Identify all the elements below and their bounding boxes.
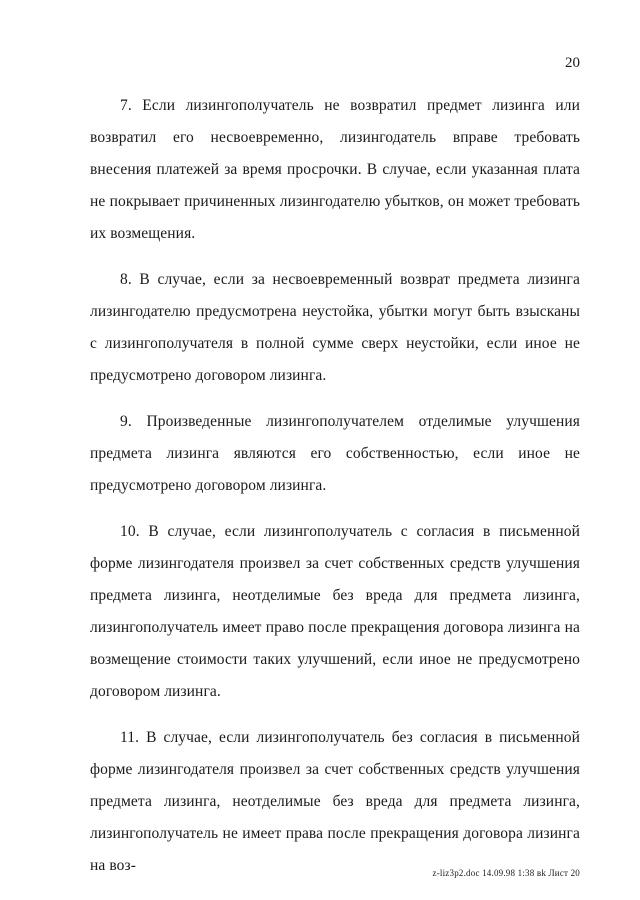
paragraph-10: 10. В случае, если лизингополучатель с согласия в письменной форме лизингодателя произвел за счет собственных средств улучшения предмета лизинга, неотделимые без вреда для предмета лизинга, лизингополучатель имеет право после прекращения договора лизинга на возмещение стоимости таких улучшений, если иное не предусмотрено договором лизинга. [90, 523, 580, 700]
page-footer: z-liz3p2.doc 14.09.98 1:38 вk Лист 20 [432, 868, 580, 878]
paragraph-9: 9. Произведенные лизингополучателем отделимые улучшения предмета лизинга являются его собственностью, если иное не предусмотрено договором лизинга. [90, 413, 580, 494]
paragraph-11: 11. В случае, если лизингополучатель без согласия в письменной форме лизингодателя произвел за счет собственных средств улучшения предмета лизинга, неотделимые без вреда для предмета лизинга, лизингополучатель не имеет права после прекращения договора лизинга на воз- [90, 729, 580, 874]
paragraph-8: 8. В случае, если за несвоевременный возврат предмета лизинга лизингодателю предусмотрена неустойка, убытки могут быть взысканы с лизингополучателя в полной сумме сверх неустойки, если иное не предусмотрено договором лизинга. [90, 271, 580, 384]
page-number: 20 [565, 55, 580, 71]
paragraph-7: 7. Если лизингополучатель не возвратил предмет лизинга или возвратил его несвоевременно, лизингодатель вправе требовать внесения платежей за время просрочки. В случае, если указанная плата не покрывает причиненных лизингодателю убытков, он может требовать их возмещения. [90, 97, 580, 242]
document-body [90, 90, 580, 896]
